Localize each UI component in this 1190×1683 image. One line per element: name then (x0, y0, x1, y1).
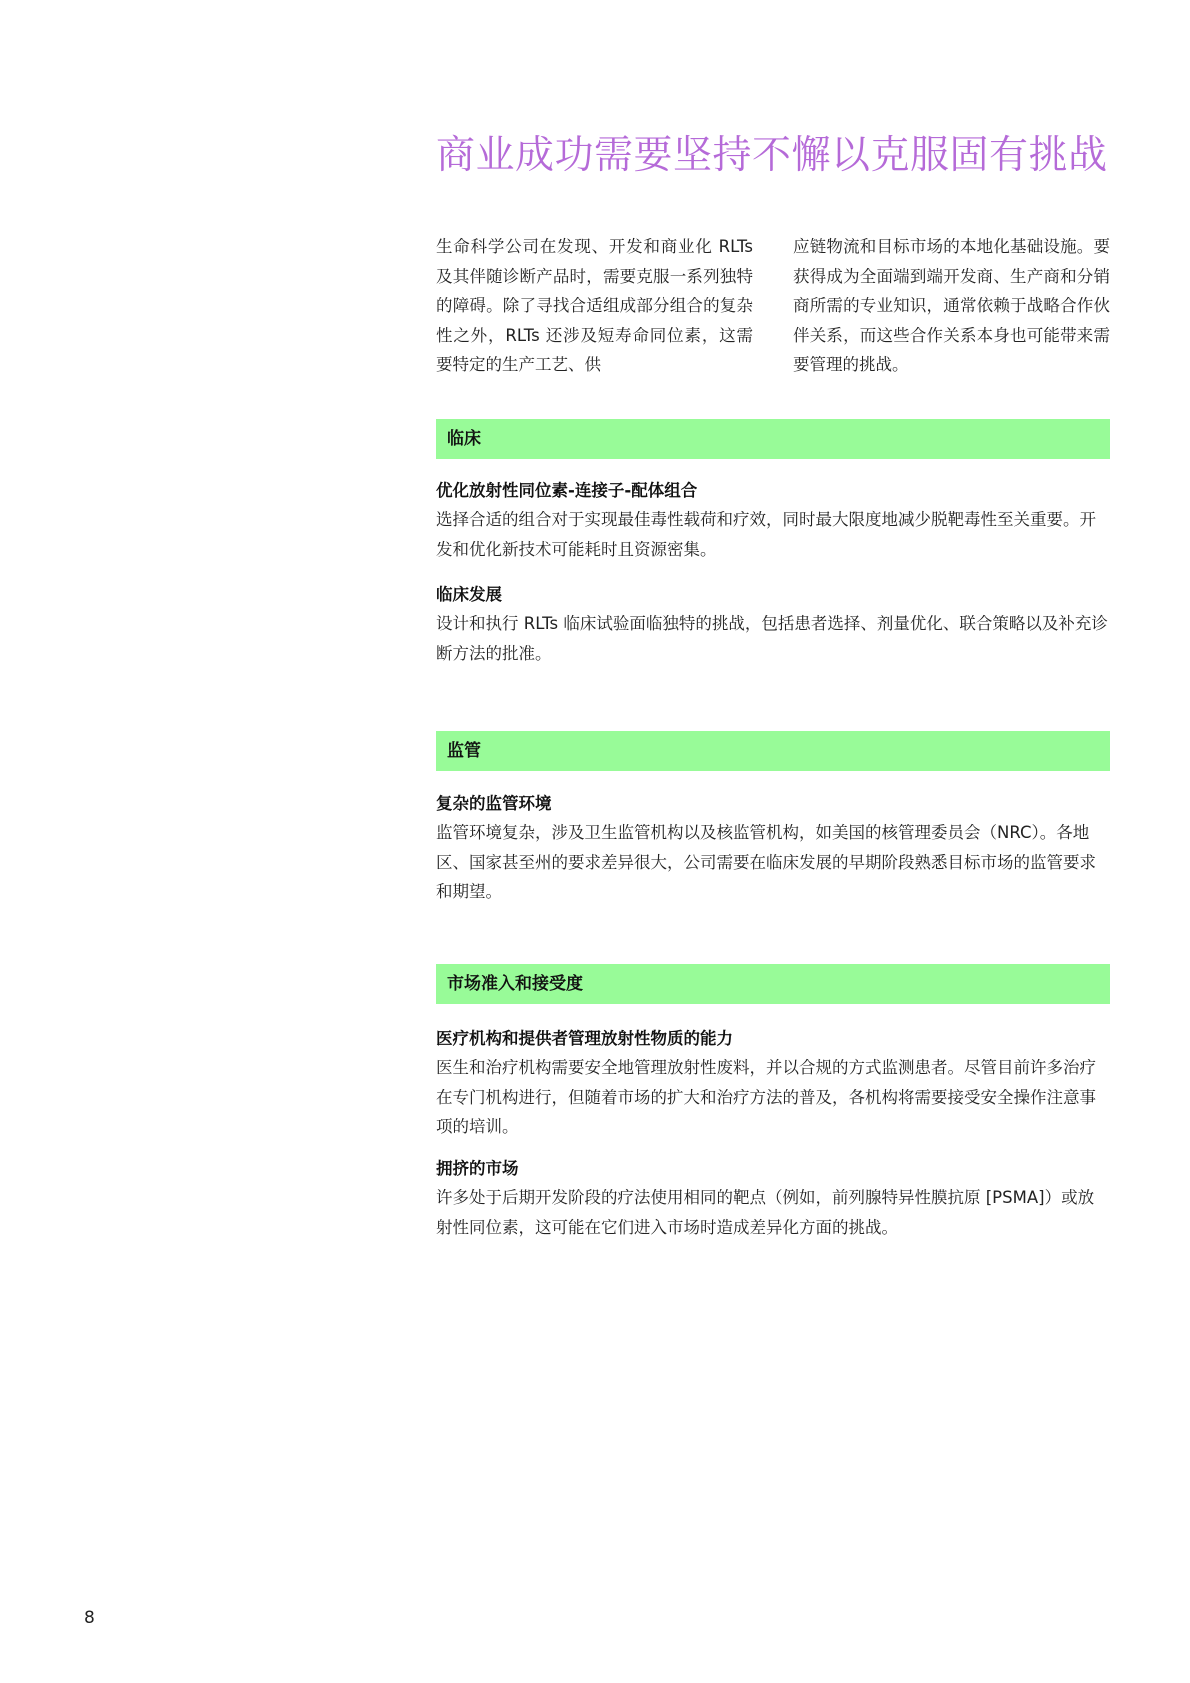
item-title: 优化放射性同位素-连接子-配体组合 (436, 481, 698, 500)
item-body: 选择合适的组合对于实现最佳毒性载荷和疗效，同时最大限度地减少脱靶毒性至关重要。开发和优化新技术可能耗时且资源密集。 (436, 510, 1096, 559)
section-heading: 市场准入和接受度 (447, 974, 583, 994)
section-item (436, 1156, 1110, 1242)
section-heading: 临床 (447, 429, 481, 449)
item-title: 复杂的监管环境 (436, 794, 552, 813)
page-number: 8 (84, 1608, 95, 1628)
item-body: 许多处于后期开发阶段的疗法使用相同的靶点（例如，前列腺特异性膜抗原 [PSMA]）或放射性同位素，这可能在它们进入市场时造成差异化方面的挑战。 (436, 1188, 1095, 1237)
section-header-regulatory (436, 731, 1110, 771)
intro-column-right: 应链物流和目标市场的本地化基础设施。要获得成为全面端到端开发商、生产商和分销商所需的专业知识，通常依赖于战略合作伙伴关系，而这些合作关系本身也可能带来需要管理的挑战。 (793, 237, 1110, 374)
intro-column-left: 生命科学公司在发现、开发和商业化 RLTs 及其伴随诊断产品时，需要克服一系列独特的障碍。除了寻找合适组成部分组合的复杂性之外，RLTs 还涉及短寿命同位素，这需要特定的生产工艺、供 (436, 237, 753, 374)
section-item (436, 791, 1110, 907)
section-item (436, 478, 1110, 564)
section-header-market-access (436, 964, 1110, 1004)
item-title: 临床发展 (436, 585, 502, 604)
section-heading: 监管 (447, 741, 481, 761)
item-title: 拥挤的市场 (436, 1159, 519, 1178)
section-item (436, 582, 1110, 668)
section-header-clinical (436, 419, 1110, 459)
item-title: 医疗机构和提供者管理放射性物质的能力 (436, 1029, 733, 1048)
item-body: 监管环境复杂，涉及卫生监管机构以及核监管机构，如美国的核管理委员会（NRC）。各地区、国家甚至州的要求差异很大，公司需要在临床发展的早期阶段熟悉目标市场的监管要求和期望。 (436, 823, 1096, 901)
item-body: 设计和执行 RLTs 临床试验面临独特的挑战，包括患者选择、剂量优化、联合策略以及补充诊断方法的批准。 (436, 614, 1108, 663)
section-item (436, 1026, 1110, 1142)
page-title: 商业成功需要坚持不懈以克服固有挑战 (436, 133, 1108, 178)
item-body: 医生和治疗机构需要安全地管理放射性废料，并以合规的方式监测患者。尽管目前许多治疗在专门机构进行，但随着市场的扩大和治疗方法的普及，各机构将需要接受安全操作注意事项的培训。 (436, 1058, 1096, 1136)
